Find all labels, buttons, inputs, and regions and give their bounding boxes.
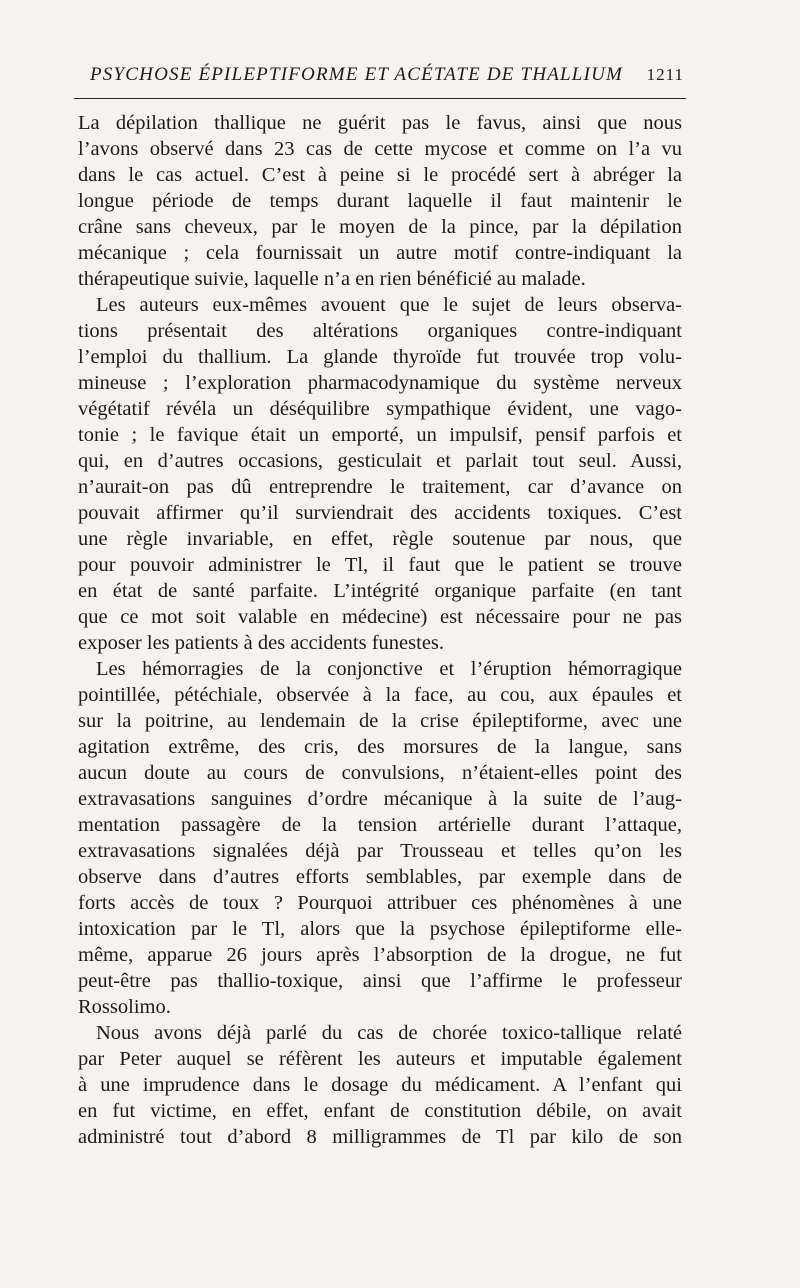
page-number: 1211 [646, 65, 684, 84]
text-line: forts accès de toux ? Pourquoi attribuer ces phénomènes à une [78, 892, 682, 914]
text-line: pouvait affirmer qu’il surviendrait des accidents toxiques. C’est [78, 502, 682, 524]
text-line: tonie ; le favique était un emporté, un impulsif, pensif parfois et [78, 424, 682, 446]
text-line: peut-être pas thallio-toxique, ainsi que l’affirme le professeur [78, 970, 682, 992]
text-line: intoxication par le Tl, alors que la psychose épileptiforme elle- [78, 918, 682, 940]
text-line: même, apparue 26 jours après l’absorption de la drogue, ne fut [78, 944, 682, 966]
running-title: PSYCHOSE ÉPILEPTIFORME ET ACÉTATE DE THALLIUM [90, 64, 624, 85]
text-line: mineuse ; l’exploration pharmacodynamique du système nerveux [78, 372, 682, 394]
text-line: aucun doute au cours de convulsions, n’étaient-elles point des [78, 762, 682, 784]
text-line: mécanique ; cela fournissait un autre motif contre-indiquant la [78, 242, 682, 264]
header-rule [74, 98, 686, 99]
text-line: une règle invariable, en effet, règle soutenue par nous, que [78, 528, 682, 550]
text-line: qui, en d’autres occasions, gesticulait et parlait tout seul. Aussi, [78, 450, 682, 472]
text-line: administré tout d’abord 8 milligrammes de Tl par kilo de son [78, 1126, 682, 1148]
text-line: que ce mot soit valable en médecine) est nécessaire pour ne pas [78, 606, 682, 628]
text-line: pointillée, pétéchiale, observée à la face, au cou, aux épaules et [78, 684, 682, 706]
text-line: extravasations signalées déjà par Trousseau et telles qu’on les [78, 840, 682, 862]
text-line: Nous avons déjà parlé du cas de chorée toxico-tallique relaté [96, 1022, 682, 1044]
text-line: longue période de temps durant laquelle il faut maintenir le [78, 190, 682, 212]
text-line: observe dans d’autres efforts semblables, par exemple dans de [78, 866, 682, 888]
text-line: l’emploi du thallium. La glande thyroïde fut trouvée trop volu- [78, 346, 682, 368]
text-line: en fut victime, en effet, enfant de constitution débile, on avait [78, 1100, 682, 1122]
text-line: dans le cas actuel. C’est à peine si le procédé sert à abréger la [78, 164, 682, 186]
text-line: exposer les patients à des accidents funestes. [78, 632, 445, 654]
text-line: végétatif révéla un déséquilibre sympathique évident, une vago- [78, 398, 682, 420]
text-line: Les hémorragies de la conjonctive et l’éruption hémorragique [96, 658, 682, 680]
body-text [78, 110, 682, 1150]
text-line: extravasations sanguines d’ordre mécanique à la suite de l’aug- [78, 788, 682, 810]
text-line: à une imprudence dans le dosage du médicament. A l’enfant qui [78, 1074, 682, 1096]
text-line: en état de santé parfaite. L’intégrité organique parfaite (en tant [78, 580, 682, 602]
running-head [74, 62, 686, 88]
text-line: crâne sans cheveux, par le moyen de la pince, par la dépilation [78, 216, 682, 238]
text-line: Les auteurs eux-mêmes avouent que le sujet de leurs observa- [96, 294, 682, 316]
text-line: La dépilation thallique ne guérit pas le favus, ainsi que nous [78, 112, 682, 134]
text-line: tions présentait des altérations organiques contre-indiquant [78, 320, 682, 342]
text-line: agitation extrême, des cris, des morsures de la langue, sans [78, 736, 682, 758]
text-line: n’aurait-on pas dû entreprendre le traitement, car d’avance on [78, 476, 682, 498]
text-line: Rossolimo. [78, 996, 171, 1018]
text-line: pour pouvoir administrer le Tl, il faut que le patient se trouve [78, 554, 682, 576]
text-line: mentation passagère de la tension artérielle durant l’attaque, [78, 814, 682, 836]
text-line: l’avons observé dans 23 cas de cette mycose et comme on l’a vu [78, 138, 682, 160]
text-line: par Peter auquel se réfèrent les auteurs et imputable également [78, 1048, 682, 1070]
text-line: sur la poitrine, au lendemain de la crise épileptiforme, avec une [78, 710, 682, 732]
text-line: thérapeutique suivie, laquelle n’a en rien bénéficié au malade. [78, 268, 586, 290]
